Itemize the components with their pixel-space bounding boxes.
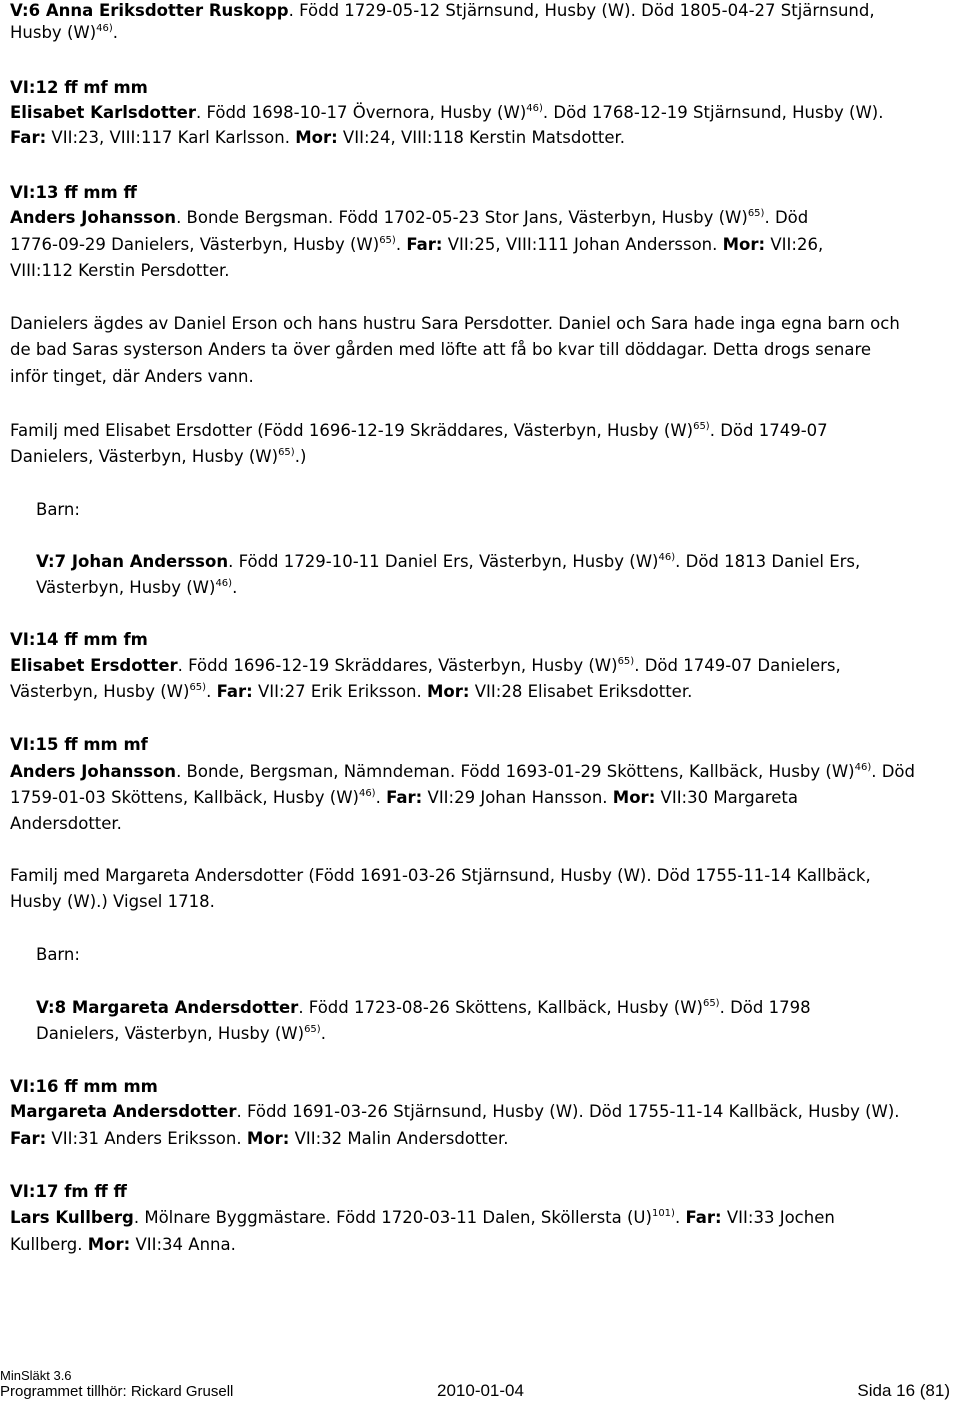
far-label: Far: xyxy=(10,128,47,147)
far-label: Far: xyxy=(216,682,253,701)
mor-value: VII:28 Elisabet Eriksdotter. xyxy=(469,682,693,701)
mor-label: Mor: xyxy=(87,1235,131,1254)
vi15-line-2 xyxy=(10,787,798,809)
vi15-family-2: Husby (W).) Vigsel 1718. xyxy=(10,892,215,911)
footnote-ref: 65) xyxy=(278,447,295,458)
footer-page-number: Sida 16 (81) xyxy=(857,1381,950,1400)
punct: . xyxy=(395,235,407,254)
mor-label: Mor: xyxy=(295,128,338,147)
footnote-ref: 65) xyxy=(304,1024,321,1035)
far-label: Far: xyxy=(10,1129,47,1148)
vi12-name: Elisabet Karlsdotter xyxy=(10,103,196,122)
child-text-2: Västerbyn, Husby (W) xyxy=(36,578,216,597)
far-value: VII:25, VIII:111 Johan Andersson. xyxy=(442,235,723,254)
mor-value: VII:32 Malin Andersdotter. xyxy=(289,1129,509,1148)
vi13-text: . Bonde Bergsman. Född 1702-05-23 Stor Jans, Västerbyn, Husby (W) xyxy=(176,208,748,227)
vi13-child-1 xyxy=(36,551,860,573)
vi13-note-1: Danielers ägdes av Daniel Erson och hans hustru Sara Persdotter. Daniel och Sara hade inga egna barn och xyxy=(10,314,900,333)
vi14-line-2 xyxy=(10,681,692,703)
footnote-ref: 46) xyxy=(658,552,676,563)
vi15-line-1 xyxy=(10,761,915,783)
footnote-ref: 46) xyxy=(358,788,376,799)
child-name: V:8 Margareta Andersdotter xyxy=(36,998,299,1017)
vi13-line-2 xyxy=(10,234,823,256)
vi13-text-tail: . Död xyxy=(764,208,809,227)
mor-label: Mor: xyxy=(427,682,470,701)
footnote-ref: 46) xyxy=(215,578,233,589)
punct: . xyxy=(112,23,119,42)
footnote-ref: 46) xyxy=(96,23,113,34)
vi15-text-tail: . Död xyxy=(871,762,915,781)
vi17-text: . Mölnare Byggmästare. Född 1720-03-11 Dalen, Sköllersta (U) xyxy=(133,1208,652,1227)
far-value: VII:23, VIII:117 Karl Karlsson. xyxy=(46,128,296,147)
footnote-ref: 65) xyxy=(702,998,720,1009)
footnote-ref: 65) xyxy=(617,656,635,667)
far-value: VII:33 Jochen xyxy=(721,1208,835,1227)
mor-value: VII:34 Anna. xyxy=(130,1235,236,1254)
vi13-child-2 xyxy=(36,577,237,599)
far-label: Far: xyxy=(685,1208,722,1227)
child-text: . Född 1723-08-26 Sköttens, Kallbäck, Husby (W) xyxy=(298,998,703,1017)
vi17-name: Lars Kullberg xyxy=(10,1208,134,1227)
vi15-child-2 xyxy=(36,1023,326,1045)
punct: . xyxy=(232,578,238,597)
vi15-name: Anders Johansson xyxy=(10,762,177,781)
family-tail: . Död 1749-07 xyxy=(709,421,828,440)
footnote-ref: 65) xyxy=(379,235,396,246)
vi16-name: Margareta Andersdotter xyxy=(10,1102,237,1121)
v6-name: V:6 Anna Eriksdotter Ruskopp xyxy=(10,1,289,20)
vi15-child-1 xyxy=(36,997,811,1019)
vi13-heading: VI:13 ff mm ff xyxy=(10,183,137,202)
footer-date: 2010-01-04 xyxy=(437,1381,524,1400)
vi14-line-1 xyxy=(10,655,841,677)
vi15-text-2: 1759-01-03 Sköttens, Kallbäck, Husby (W) xyxy=(10,788,359,807)
vi13-note-2: de bad Saras systerson Anders ta över gården med löfte att få bo kvar till döddagar. Detta drogs senare xyxy=(10,340,872,359)
vi16-text: . Född 1691-03-26 Stjärnsund, Husby (W). Död 1755-11-14 Kallbäck, Husby (W). xyxy=(236,1102,900,1121)
vi13-note-3: inför tinget, där Anders vann. xyxy=(10,367,254,386)
vi13-name: Anders Johansson xyxy=(10,208,177,227)
vi13-family-2 xyxy=(10,446,306,468)
vi12-text-tail: . Död 1768-12-19 Stjärnsund, Husby (W). xyxy=(542,103,884,122)
mor-value: VII:30 Margareta xyxy=(655,788,798,807)
child-text: . Född 1729-10-11 Daniel Ers, Västerbyn, Husby (W) xyxy=(228,552,659,571)
footnote-ref: 65) xyxy=(189,682,207,693)
vi15-barn-label: Barn: xyxy=(36,945,80,964)
v6-text-2: Husby (W) xyxy=(10,23,97,42)
family-text: Familj med Elisabet Ersdotter (Född 1696-12-19 Skräddares, Västerbyn, Husby (W) xyxy=(10,421,694,440)
far-label: Far: xyxy=(386,788,423,807)
vi13-line-1 xyxy=(10,207,808,229)
vi14-text: . Född 1696-12-19 Skräddares, Västerbyn, Husby (W) xyxy=(177,656,618,675)
footnote-ref: 46) xyxy=(854,762,872,773)
vi12-heading: VI:12 ff mf mm xyxy=(10,78,148,97)
mor-value: VII:24, VIII:118 Kerstin Matsdotter. xyxy=(337,128,626,147)
vi17-line-2 xyxy=(10,1234,236,1256)
vi16-line-2 xyxy=(10,1128,509,1150)
vi15-text: . Bonde, Bergsman, Nämndeman. Född 1693-01-29 Sköttens, Kallbäck, Husby (W) xyxy=(176,762,855,781)
far-value: VII:29 Johan Hansson. xyxy=(422,788,613,807)
footnote-ref: 46) xyxy=(526,103,543,114)
punct: . xyxy=(206,682,217,701)
far-value: VII:27 Erik Eriksson. xyxy=(252,682,428,701)
vi14-name: Elisabet Ersdotter xyxy=(10,656,178,675)
child-text-2: Danielers, Västerbyn, Husby (W) xyxy=(36,1024,305,1043)
mor-label: Mor: xyxy=(612,788,656,807)
vi12-line-1 xyxy=(10,102,884,124)
mor-label: Mor: xyxy=(246,1129,290,1148)
vi17-heading: VI:17 fm ff ff xyxy=(10,1182,127,1201)
punct: . xyxy=(320,1024,326,1043)
punct: . xyxy=(674,1208,686,1227)
vi15-heading: VI:15 ff mm mf xyxy=(10,735,148,754)
vi14-text-2: Västerbyn, Husby (W) xyxy=(10,682,190,701)
vi12-text: . Född 1698-10-17 Övernora, Husby (W) xyxy=(195,103,527,122)
vi13-text-2: 1776-09-29 Danielers, Västerbyn, Husby (W) xyxy=(10,235,380,254)
punct: .) xyxy=(294,447,307,466)
vi15-line-3: Andersdotter. xyxy=(10,814,122,833)
v6-text: . Född 1729-05-12 Stjärnsund, Husby (W). Död 1805-04-27 Stjärnsund, xyxy=(288,1,875,20)
vi14-heading: VI:14 ff mm fm xyxy=(10,630,148,649)
mor-value: VII:26, xyxy=(765,235,824,254)
punct: . xyxy=(375,788,387,807)
far-value: VII:31 Anders Eriksson. xyxy=(46,1129,247,1148)
far-label: Far: xyxy=(406,235,443,254)
child-tail: . Död 1813 Daniel Ers, xyxy=(675,552,861,571)
vi17-text-2: Kullberg. xyxy=(10,1235,88,1254)
mor-label: Mor: xyxy=(722,235,766,254)
vi13-line-3: VIII:112 Kerstin Persdotter. xyxy=(10,261,230,280)
vi14-text-tail: . Död 1749-07 Danielers, xyxy=(634,656,841,675)
child-tail: . Död 1798 xyxy=(719,998,811,1017)
family-text-2: Danielers, Västerbyn, Husby (W) xyxy=(10,447,279,466)
child-name: V:7 Johan Andersson xyxy=(36,552,229,571)
vi13-barn-label: Barn: xyxy=(36,500,80,519)
footer-app-name: MinSläkt 3.6 xyxy=(0,1368,72,1383)
vi13-family-1 xyxy=(10,420,828,442)
vi15-family-1: Familj med Margareta Andersdotter (Född 1691-03-26 Stjärnsund, Husby (W). Död 1755-11-14 Kallbäck, xyxy=(10,866,871,885)
vi16-line-1 xyxy=(10,1101,900,1123)
vi12-line-2 xyxy=(10,127,625,149)
footnote-ref: 65) xyxy=(747,208,765,219)
footnote-ref: 65) xyxy=(693,421,710,432)
vi16-heading: VI:16 ff mm mm xyxy=(10,1077,158,1096)
footer-owner: Programmet tillhör: Rickard Grusell xyxy=(0,1383,234,1400)
vi17-line-1 xyxy=(10,1207,835,1229)
v6-line-2 xyxy=(10,22,118,44)
v6-line-1 xyxy=(10,0,875,22)
footnote-ref: 101) xyxy=(651,1208,675,1219)
